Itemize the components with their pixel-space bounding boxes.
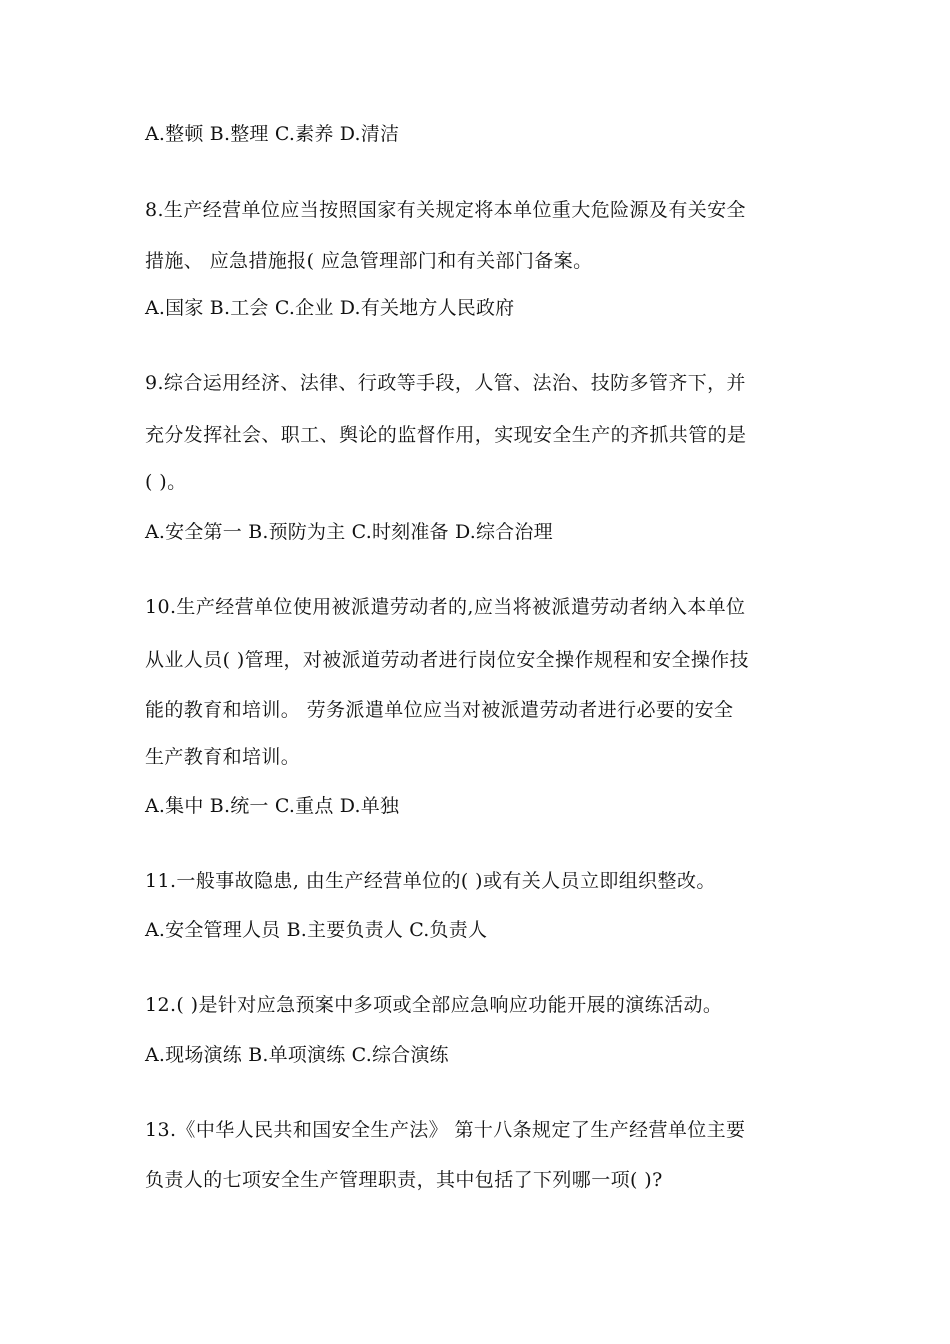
q9-line-3: ( )。 xyxy=(145,471,187,493)
q13-line-2: 负责人的七项安全生产管理职责，其中包括了下列哪一项( )? xyxy=(145,1169,663,1191)
q11-options: A.安全管理人员 B.主要负责人 C.负责人 xyxy=(145,919,488,941)
q12-options: A.现场演练 B.单项演练 C.综合演练 xyxy=(145,1044,449,1066)
q13-line-1: 13.《中华人民共和国安全生产法》 第十八条规定了生产经营单位主要 xyxy=(145,1119,746,1141)
q10-line-2: 从业人员( )管理，对被派道劳动者进行岗位安全操作规程和安全操作技 xyxy=(145,649,750,671)
q8-line-2: 措施、 应急措施报( 应急管理部门和有关部门备案。 xyxy=(145,250,593,272)
q10-line-3: 能的教育和培训。 劳务派遣单位应当对被派遣劳动者进行必要的安全 xyxy=(145,699,734,721)
q10-line-1: 10.生产经营单位使用被派遣劳动者的,应当将被派遣劳动者纳入本单位 xyxy=(145,596,746,618)
q9-options: A.安全第一 B.预防为主 C.时刻准备 D.综合治理 xyxy=(145,521,553,543)
q9-line-2: 充分发挥社会、职工、舆论的监督作用，实现安全生产的齐抓共管的是 xyxy=(145,424,747,446)
q8-line-1: 8.生产经营单位应当按照国家有关规定将本单位重大危险源及有关安全 xyxy=(145,199,746,221)
q11-line-1: 11.一般事故隐患, 由生产经营单位的( )或有关人员立即组织整改。 xyxy=(145,870,716,892)
q10-options: A.集中 B.统一 C.重点 D.单独 xyxy=(145,795,400,817)
q7-options: A.整顿 B.整理 C.素养 D.清洁 xyxy=(145,123,400,145)
q12-line-1: 12.( )是针对应急预案中多项或全部应急响应功能开展的演练活动。 xyxy=(145,994,723,1016)
q10-line-4: 生产教育和培训。 xyxy=(145,746,301,768)
q8-options: A.国家 B.工会 C.企业 D.有关地方人民政府 xyxy=(145,297,515,319)
q9-line-1: 9.综合运用经济、法律、行政等手段，人管、法治、技防多管齐下，并 xyxy=(145,372,746,394)
